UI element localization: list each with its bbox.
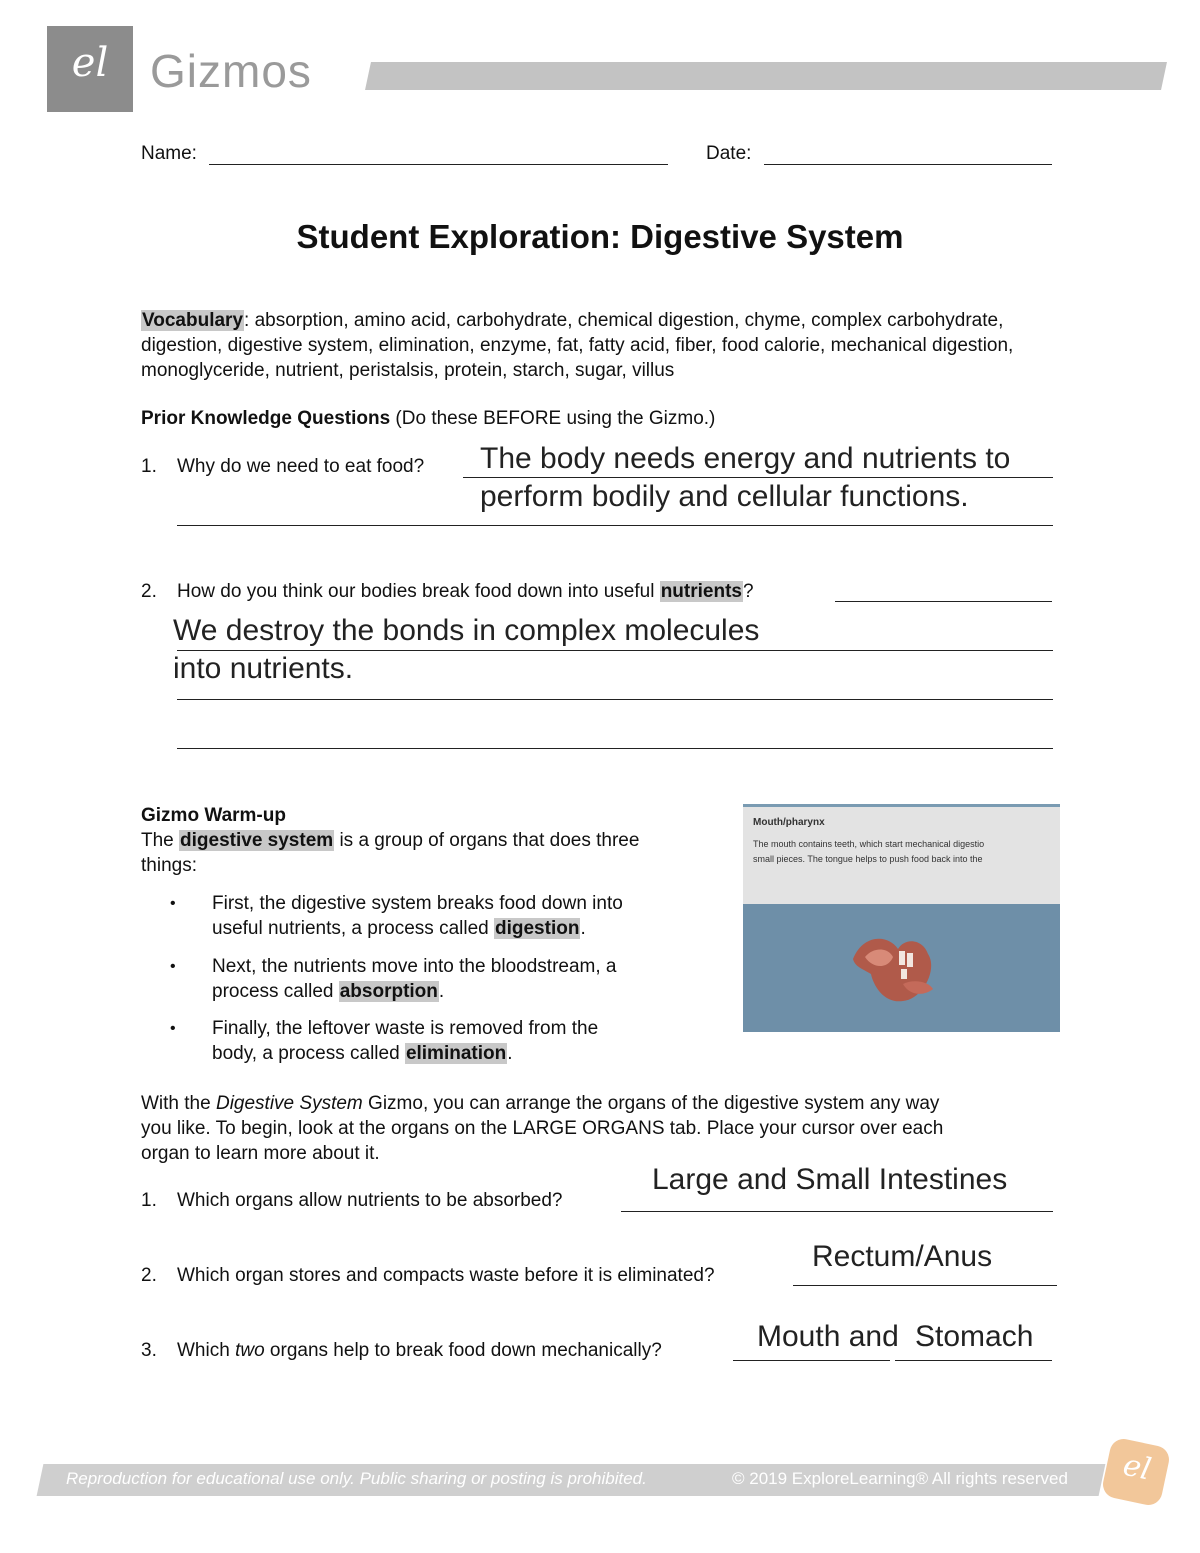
question-number: 1.: [141, 456, 157, 477]
answer-line[interactable]: [793, 1285, 1057, 1286]
answer-line[interactable]: [733, 1360, 890, 1361]
warmup-heading: Gizmo Warm-up: [141, 805, 286, 826]
answer-line[interactable]: [177, 650, 1053, 651]
bullet-icon: •: [170, 958, 176, 975]
gizmo-panel-text: The mouth contains teeth, which start mechanical digestio small pieces. The tongue helps to push food back into the: [753, 839, 985, 864]
vocabulary-paragraph: [141, 308, 1071, 383]
question-text: Which organ stores and compacts waste before it is eliminated?: [177, 1265, 715, 1286]
answer-text: perform bodily and cellular functions.: [480, 480, 969, 513]
answer-line[interactable]: [895, 1360, 1052, 1361]
answer-line[interactable]: [621, 1211, 1053, 1212]
answer-line[interactable]: [177, 525, 1053, 526]
question-number: 3.: [141, 1340, 157, 1361]
name-field[interactable]: [209, 164, 668, 165]
page-title: Student Exploration: Digestive System: [296, 218, 904, 255]
vocabulary-label: Vocabulary: [142, 310, 244, 331]
answer-text: Mouth and: [757, 1320, 899, 1353]
answer-text: Stomach: [915, 1320, 1034, 1353]
name-label: Name:: [141, 143, 197, 164]
footer-disclaimer: Reproduction for educational use only. Public sharing or posting is prohibited.: [66, 1469, 647, 1488]
brand-name: Gizmos: [150, 45, 312, 97]
question-text: How do you think our bodies break food down into useful nutrients?: [177, 581, 754, 602]
gizmo-panel-title: Mouth/pharynx: [753, 817, 825, 828]
answer-text: Large and Small Intestines: [652, 1163, 1008, 1196]
term-highlight: digestion: [495, 918, 580, 939]
term-highlight: nutrients: [660, 581, 742, 602]
vocabulary-terms: : absorption, amino acid, carbohydrate, chemical digestion, chyme, complex carbohydrate, digestion, digestive system, elimination, enzyme, fat, fatty acid, fiber, food calorie, mechanical digestion, monoglyceride, nutrient, peristalsis, protein, starch, sugar, villus: [141, 310, 1014, 381]
term-highlight: absorption: [339, 981, 438, 1002]
answer-line[interactable]: [463, 477, 1053, 478]
answer-line[interactable]: [177, 748, 1053, 749]
list-item: • Finally, the leftover waste is removed from the body, a process called elimination.: [170, 1018, 599, 1064]
list-item: • Next, the nutrients move into the bloodstream, a process called absorption.: [170, 956, 617, 1002]
gizmo-info-panel: [743, 804, 1060, 904]
date-label: Date:: [706, 143, 752, 164]
warmup-intro: The digestive system is a group of organs that does three things:: [141, 830, 640, 876]
explorelearning-logo: el: [47, 26, 133, 112]
question-number: 2.: [141, 581, 157, 602]
bullet-icon: •: [170, 1020, 176, 1037]
question-number: 2.: [141, 1265, 157, 1286]
header-bar: [365, 62, 1167, 90]
term-highlight: digestive system: [180, 830, 334, 851]
instructions-paragraph: With the Digestive System Gizmo, you can arrange the organs of the digestive system any way you like. To begin, look at the organs on the LARGE ORGANS tab. Place your cursor over each organ to learn more about it.: [141, 1093, 944, 1164]
gizmo-screenshot: [743, 804, 1060, 1032]
list-item: • First, the digestive system breaks food down into useful nutrients, a process called digestion.: [170, 893, 623, 939]
answer-text: Rectum/Anus: [812, 1240, 993, 1273]
date-field[interactable]: [764, 164, 1052, 165]
answer-line[interactable]: [835, 601, 1052, 602]
answer-text: The body needs energy and nutrients to: [480, 442, 1011, 475]
bullet-icon: •: [170, 895, 176, 912]
question-number: 1.: [141, 1190, 157, 1211]
question-text: Which organs allow nutrients to be absorbed?: [177, 1190, 563, 1211]
mouth-organ-icon: [843, 929, 953, 1009]
answer-text: into nutrients.: [173, 652, 354, 685]
answer-line[interactable]: [177, 699, 1053, 700]
footer-copyright: © 2019 ExploreLearning® All rights reserved: [732, 1469, 1068, 1488]
question-text: Which two organs help to break food down mechanically?: [177, 1340, 662, 1361]
footer-logo: el: [1100, 1436, 1171, 1507]
answer-text: We destroy the bonds in complex molecules: [173, 614, 760, 647]
question-text: Why do we need to eat food?: [177, 456, 425, 477]
prior-knowledge-heading: Prior Knowledge Questions (Do these BEFORE using the Gizmo.): [141, 408, 716, 429]
term-highlight: elimination: [405, 1043, 507, 1064]
